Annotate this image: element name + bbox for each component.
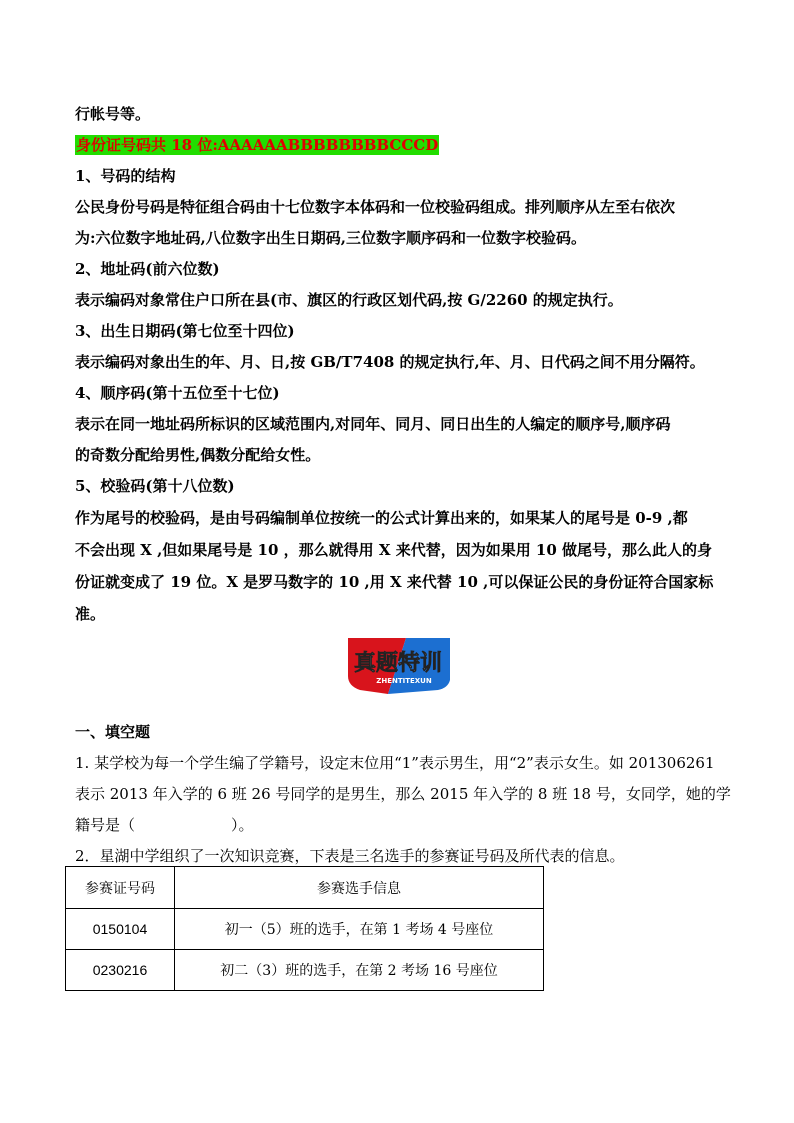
text-fragment: 行帐号等。 bbox=[75, 105, 151, 123]
paragraph-line: 份证就变成了 19 位。X 是罗马数字的 10 ,用 X 来代替 10 ,可以保证公民的身份证符合国家标 bbox=[75, 573, 714, 591]
column-header: 参赛选手信息 bbox=[175, 867, 544, 909]
question-1-suffix: ）。 bbox=[231, 816, 254, 834]
paragraph-line: 的奇数分配给男性,偶数分配给女性。 bbox=[75, 446, 321, 464]
zhentitexun-logo bbox=[344, 636, 452, 698]
question-1-answer-line bbox=[75, 815, 755, 835]
svg-text:真题特训: 真题特训 bbox=[353, 651, 443, 676]
question-1-line: 1. 某学校为每一个学生编了学籍号，设定末位用“1”表示男生，用“2”表示女生。如 201306261 bbox=[75, 754, 715, 772]
paragraph-line: 为:六位数字地址码,八位数字出生日期码,三位数字顺序码和一位数字校验码。 bbox=[75, 229, 586, 247]
section-heading-sequence-code: 4、顺序码(第十五位至十七位) bbox=[75, 384, 280, 402]
svg-text:ZHENTITEXUN: ZHENTITEXUN bbox=[376, 677, 432, 685]
table-cell: 初二（3）班的选手，在第 2 考场 16 号座位 bbox=[175, 950, 544, 991]
table-row bbox=[66, 950, 544, 991]
question-1-line: 表示 2013 年入学的 6 班 26 号同学的是男生，那么 2015 年入学的 8 班 18 号，女同学，她的学 bbox=[75, 785, 731, 803]
section-heading-check-code: 5、校验码(第十八位数) bbox=[75, 477, 235, 495]
paragraph-line: 准。 bbox=[75, 605, 106, 623]
contestant-info-table bbox=[65, 866, 544, 991]
question-1-prefix: 籍号是（ bbox=[75, 816, 136, 834]
table-header-row bbox=[66, 867, 544, 909]
table-row bbox=[66, 909, 544, 950]
highlight-line bbox=[75, 135, 755, 155]
table-cell: 0230216 bbox=[66, 950, 175, 991]
table-cell: 0150104 bbox=[66, 909, 175, 950]
paragraph-line: 表示编码对象出生的年、月、日,按 GB/T7408 的规定执行,年、月、日代码之间不用分隔符。 bbox=[75, 353, 705, 371]
section-heading-birth-date-code: 3、出生日期码(第七位至十四位) bbox=[75, 322, 295, 340]
highlighted-format: 身份证号码共 18 位:AAAAAABBBBBBBBCCCD bbox=[76, 136, 439, 154]
section-heading-address-code: 2、地址码(前六位数) bbox=[75, 260, 220, 278]
table-cell: 初一（5）班的选手，在第 1 考场 4 号座位 bbox=[175, 909, 544, 950]
fill-in-blank-section-heading: 一、填空题 bbox=[75, 723, 151, 741]
paragraph-line: 表示在同一地址码所标识的区域范围内,对同年、同月、同日出生的人编定的顺序号,顺序码 bbox=[75, 415, 671, 433]
paragraph-line: 表示编码对象常住户口所在县(市、旗区的行政区划代码,按 G/2260 的规定执行。 bbox=[75, 291, 623, 309]
paragraph-line: 公民身份号码是特征组合码由十七位数字本体码和一位校验码组成。排列顺序从左至右依次 bbox=[75, 198, 676, 216]
paragraph-line: 作为尾号的校验码，是由号码编制单位按统一的公式计算出来的，如果某人的尾号是 0-9 ,都 bbox=[75, 509, 688, 527]
question-2-line: 2．星湖中学组织了一次知识竞赛，下表是三名选手的参赛证号码及所代表的信息。 bbox=[75, 847, 625, 865]
section-heading-structure: 1、号码的结构 bbox=[75, 167, 176, 185]
column-header: 参赛证号码 bbox=[66, 867, 175, 909]
paragraph-line: 不会出现 X ,但如果尾号是 10 ，那么就得用 X 来代替，因为如果用 10 做尾号，那么此人的身 bbox=[75, 541, 713, 559]
